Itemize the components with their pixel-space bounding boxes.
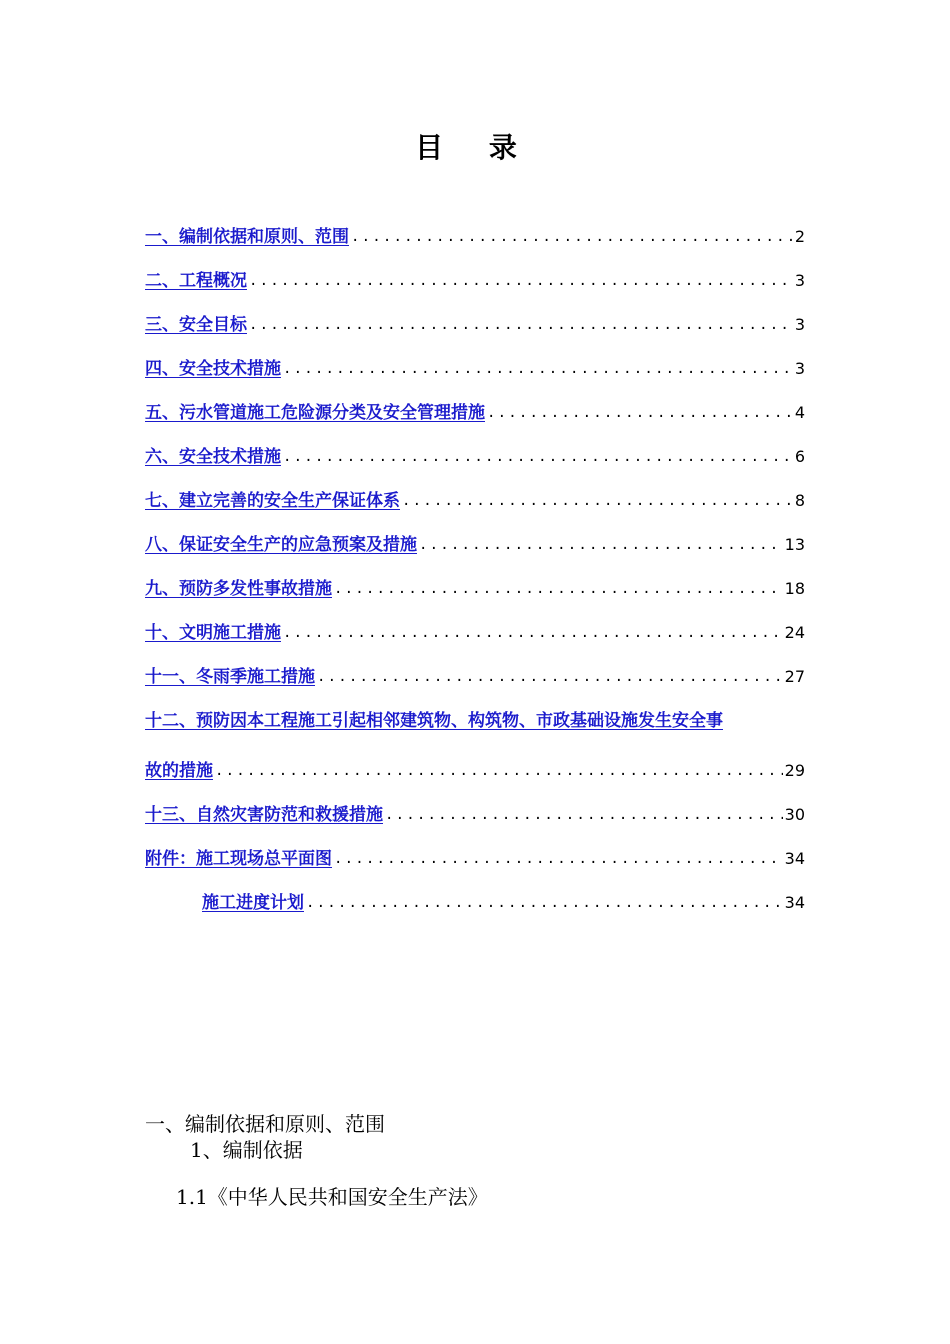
toc-leader-dots <box>304 892 783 914</box>
toc-entry[interactable] <box>145 532 805 556</box>
toc-leader-dots <box>417 534 783 556</box>
toc-entry-label[interactable]: 附件：施工现场总平面图 <box>145 849 332 869</box>
toc-page-number: 2 <box>794 227 805 246</box>
subsection-heading: 1、编制依据 <box>190 1138 303 1162</box>
toc-leader-dots <box>349 226 793 248</box>
toc-leader-dots <box>281 358 793 380</box>
toc-entry[interactable] <box>145 488 805 512</box>
toc-entry-label[interactable]: 九、预防多发性事故措施 <box>145 579 332 599</box>
toc-entry[interactable] <box>145 846 805 870</box>
toc-entry-label[interactable]: 八、保证安全生产的应急预案及措施 <box>145 535 417 555</box>
toc-page-number: 3 <box>794 315 805 334</box>
toc-leader-dots <box>315 666 783 688</box>
section-heading: 一、编制依据和原则、范围 <box>145 1112 385 1136</box>
toc-entry-label[interactable]: 十一、冬雨季施工措施 <box>145 667 315 687</box>
toc-title: 目 录 <box>415 131 535 164</box>
toc-entry[interactable] <box>145 664 805 688</box>
toc-entry[interactable] <box>145 620 805 644</box>
toc-page-number: 29 <box>784 761 805 780</box>
toc-entry[interactable] <box>145 576 805 600</box>
body-paragraph: 1.1《中华人民共和国安全生产法》 <box>176 1185 488 1209</box>
toc-page-number: 27 <box>784 667 805 686</box>
toc-leader-dots <box>383 804 783 826</box>
toc-leader-dots <box>247 314 793 336</box>
toc-entry[interactable] <box>145 758 805 782</box>
toc-entry-label[interactable]: 一、编制依据和原则、范围 <box>145 227 349 247</box>
toc-entry[interactable] <box>145 400 805 424</box>
toc-leader-dots <box>485 402 793 424</box>
toc-leader-dots <box>281 622 783 644</box>
toc-entry-label[interactable]: 五、污水管道施工危险源分类及安全管理措施 <box>145 403 485 423</box>
toc-page-number: 3 <box>794 359 805 378</box>
toc-entry[interactable] <box>145 802 805 826</box>
toc-entry-label[interactable]: 故的措施 <box>145 761 213 781</box>
toc-entry[interactable] <box>202 890 805 914</box>
toc-entry-label[interactable]: 施工进度计划 <box>202 893 304 913</box>
toc-entry[interactable] <box>145 268 805 292</box>
toc-page-number: 34 <box>784 849 805 868</box>
toc-entry-label[interactable]: 六、安全技术措施 <box>145 447 281 467</box>
toc-entry-label-line1[interactable]: 十二、预防因本工程施工引起相邻建筑物、构筑物、市政基础设施发生安全事 <box>145 711 723 731</box>
toc-leader-dots <box>400 490 793 512</box>
toc-page-number: 34 <box>784 893 805 912</box>
toc-entry[interactable] <box>145 444 805 468</box>
toc-entry-label[interactable]: 七、建立完善的安全生产保证体系 <box>145 491 400 511</box>
toc-page-number: 30 <box>784 805 805 824</box>
toc-page-number: 13 <box>784 535 805 554</box>
toc-leader-dots <box>332 848 783 870</box>
toc-entry-label[interactable]: 四、安全技术措施 <box>145 359 281 379</box>
toc-page-number: 8 <box>794 491 805 510</box>
toc-entry-label[interactable]: 十、文明施工措施 <box>145 623 281 643</box>
toc-page-number: 18 <box>784 579 805 598</box>
toc-leader-dots <box>332 578 783 600</box>
toc-leader-dots <box>213 760 783 782</box>
toc-entry[interactable] <box>145 356 805 380</box>
toc-entry[interactable] <box>145 224 805 248</box>
toc-page-number: 24 <box>784 623 805 642</box>
toc-leader-dots <box>281 446 793 468</box>
toc-entry-label[interactable]: 十三、自然灾害防范和救援措施 <box>145 805 383 825</box>
toc-page-number: 6 <box>794 447 805 466</box>
toc-leader-dots <box>247 270 793 292</box>
toc-entry[interactable] <box>145 312 805 336</box>
toc-page-number: 3 <box>794 271 805 290</box>
toc-entry-label[interactable]: 二、工程概况 <box>145 271 247 291</box>
toc-entry-label[interactable]: 三、安全目标 <box>145 315 247 335</box>
toc-page-number: 4 <box>794 403 805 422</box>
